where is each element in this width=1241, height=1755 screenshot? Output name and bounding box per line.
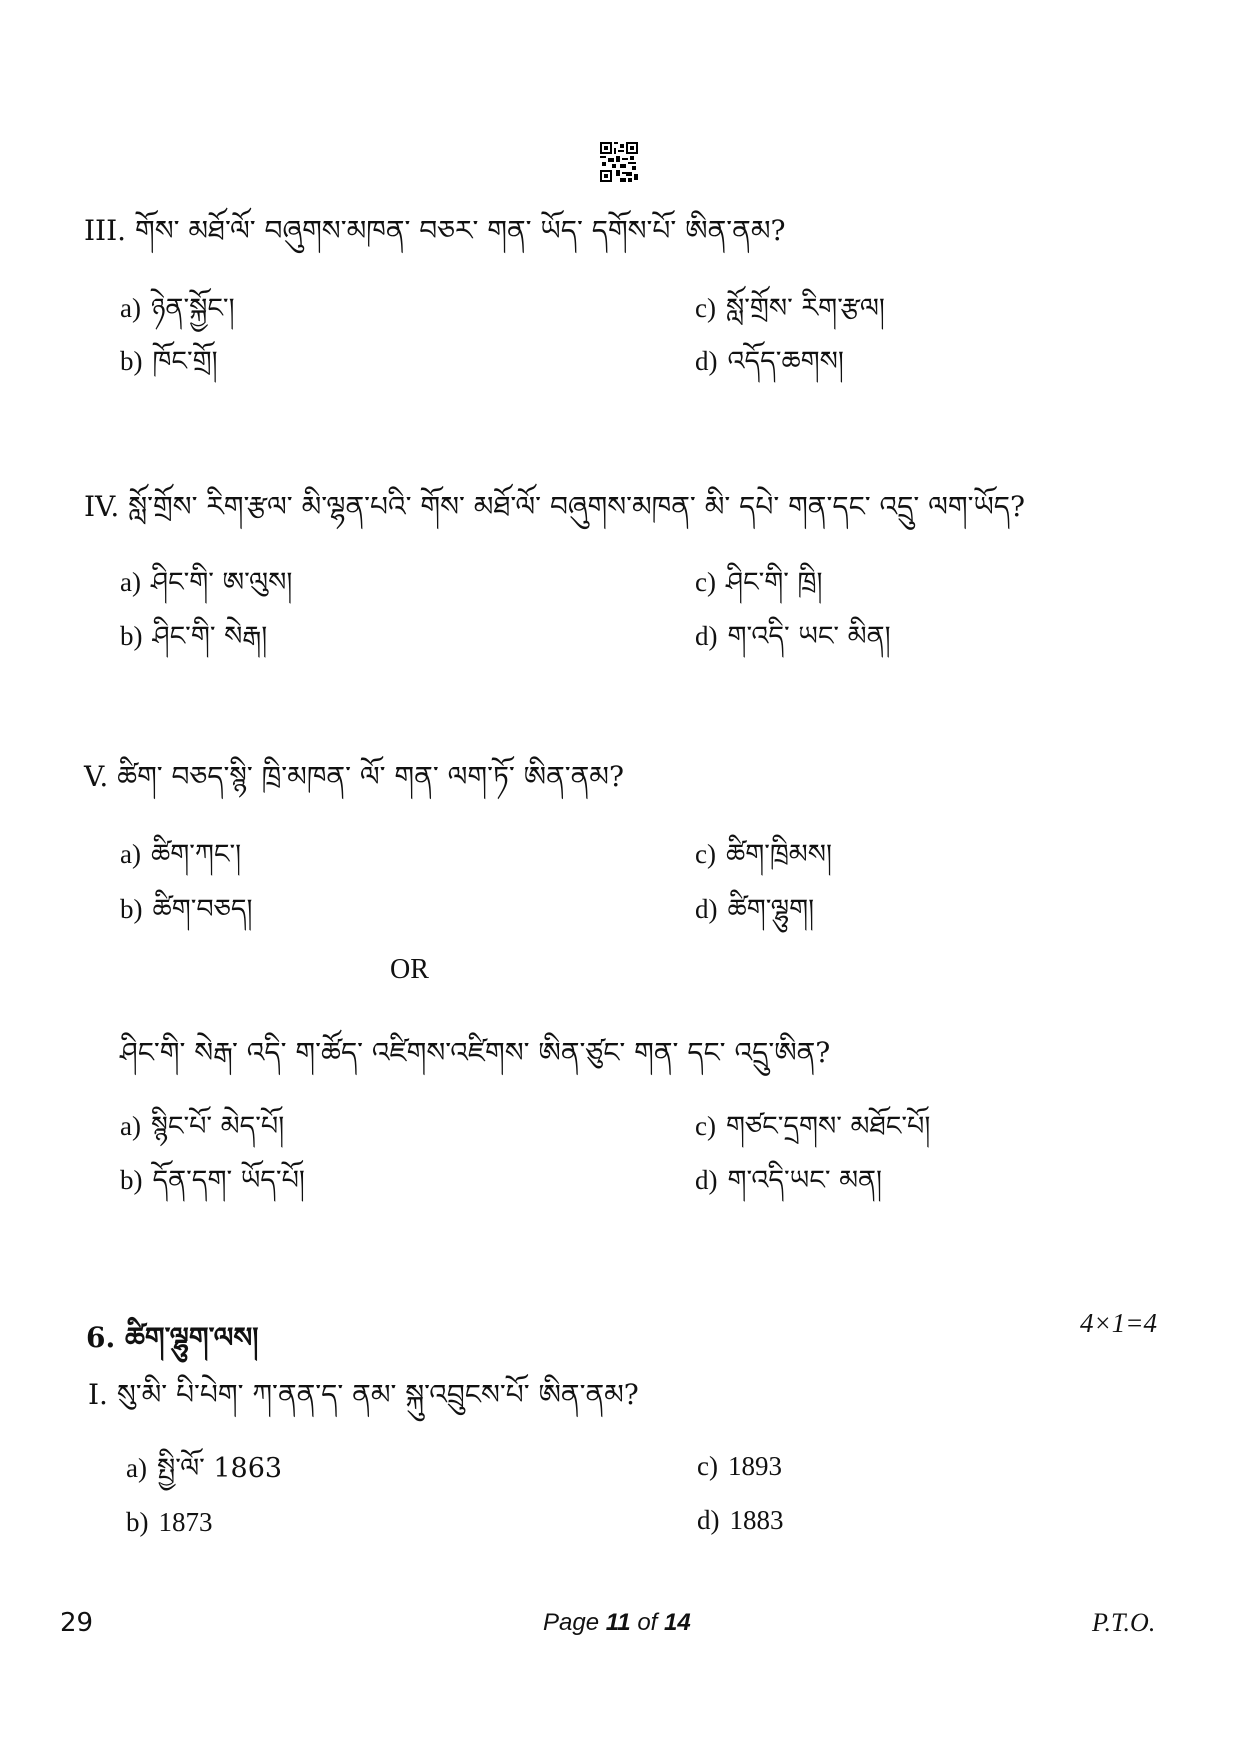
question-4-text: IV. སློ་གྲོས་ རིག་རྩལ་ མི་ལྷན་པའི་ གོས་ མཐོ་ལོ་ བཞུགས་མཁན་ མི་ དཔེ་ གན་དང་ འདྲུ་ ལག་ཡོད? — [84, 490, 1026, 523]
section-6-question-1-option-a[interactable]: a) སྤྱི་ལོ་ 1863 — [126, 1453, 283, 1484]
section-6-title: 6. ཚིག་ལྷུག་ལས། — [86, 1321, 259, 1354]
question-5-option-c[interactable]: c) ཚིག་ཁྲིམས། — [695, 839, 832, 870]
section-6-question-1-option-b[interactable]: b) 1873 — [126, 1507, 213, 1537]
question-5-option-a[interactable]: a) ཚིག་ཀང་། — [120, 839, 242, 870]
question-3-text: III. གོས་ མཐོ་ལོ་ བཞུགས་མཁན་ བཅར་ གན་ ཡོད་ དགོས་པོ་ ཨིན་ནམ? — [84, 214, 786, 247]
question-4-option-d[interactable]: d) ག་འདི་ ཡང་ མིན། — [695, 621, 891, 652]
question-4-option-a[interactable]: a) ཤིང་གི་ ཨ་ལུས། — [120, 567, 293, 598]
question-5-alt-option-c[interactable]: c) གཙང་དྲགས་ མཐོང་པོ། — [695, 1111, 931, 1142]
section-6-question-1-option-d[interactable]: d) 1883 — [697, 1505, 784, 1535]
question-5-alt-option-a[interactable]: a) སྙིང་པོ་ མེད་པོ། — [120, 1111, 285, 1142]
question-5-alt-option-b[interactable]: b) དོན་དག་ ཡོད་པོ། — [120, 1165, 305, 1196]
paper-code: 29 — [60, 1608, 94, 1638]
question-3-option-d[interactable]: d) འདོད་ཆགས། — [695, 346, 844, 377]
or-separator: OR — [390, 954, 429, 985]
section-6-question-1-option-c[interactable]: c) 1893 — [697, 1451, 782, 1481]
please-turn-over: P.T.O. — [1092, 1608, 1156, 1637]
question-5-option-d[interactable]: d) ཚིག་ལྷུག། — [695, 894, 815, 925]
section-6-marks: 4×1=4 — [1080, 1308, 1157, 1338]
question-5-alt-text: ཤིང་གི་ སེརྒ་ འདི་ ག་ཚོད་ འཛིགས་འཛིགས་ ཨིན་ཙུང་ གན་ དང་ འདྲུ་ཨིན? — [120, 1036, 831, 1069]
page-number: Page 11 of 14 — [543, 1609, 691, 1636]
question-5-alt-option-d[interactable]: d) ག་འདི་ཡང་ མན། — [695, 1165, 883, 1196]
question-3-option-a[interactable]: a) ཉེན་སྐྱོང་། — [120, 293, 235, 324]
question-4-option-c[interactable]: c) ཤིང་གི་ ཁྲི། — [695, 567, 823, 598]
question-3-option-b[interactable]: b) ཁོང་གྲོ། — [120, 346, 218, 377]
question-4-option-b[interactable]: b) ཤིང་གི་ སེརྒ། — [120, 621, 268, 652]
question-3-option-c[interactable]: c) སློ་གྲོས་ རིག་རྩལ། — [695, 293, 885, 324]
section-6-question-1-text: I. སུ་མི་ པི་པེག་ ཀ་ནན་ད་ ནམ་ སྐུ་འབྲུངས་པོ་ ཨིན་ནམ? — [88, 1378, 639, 1411]
question-5-text: V. ཚིག་ བཅད་སྙི་ ཁྲི་མཁན་ ལོ་ གན་ ལག་ཏོ་ ཨིན་ནམ? — [84, 760, 624, 793]
question-5-option-b[interactable]: b) ཚིག་བཅད། — [120, 894, 253, 925]
qr-code — [600, 142, 638, 182]
